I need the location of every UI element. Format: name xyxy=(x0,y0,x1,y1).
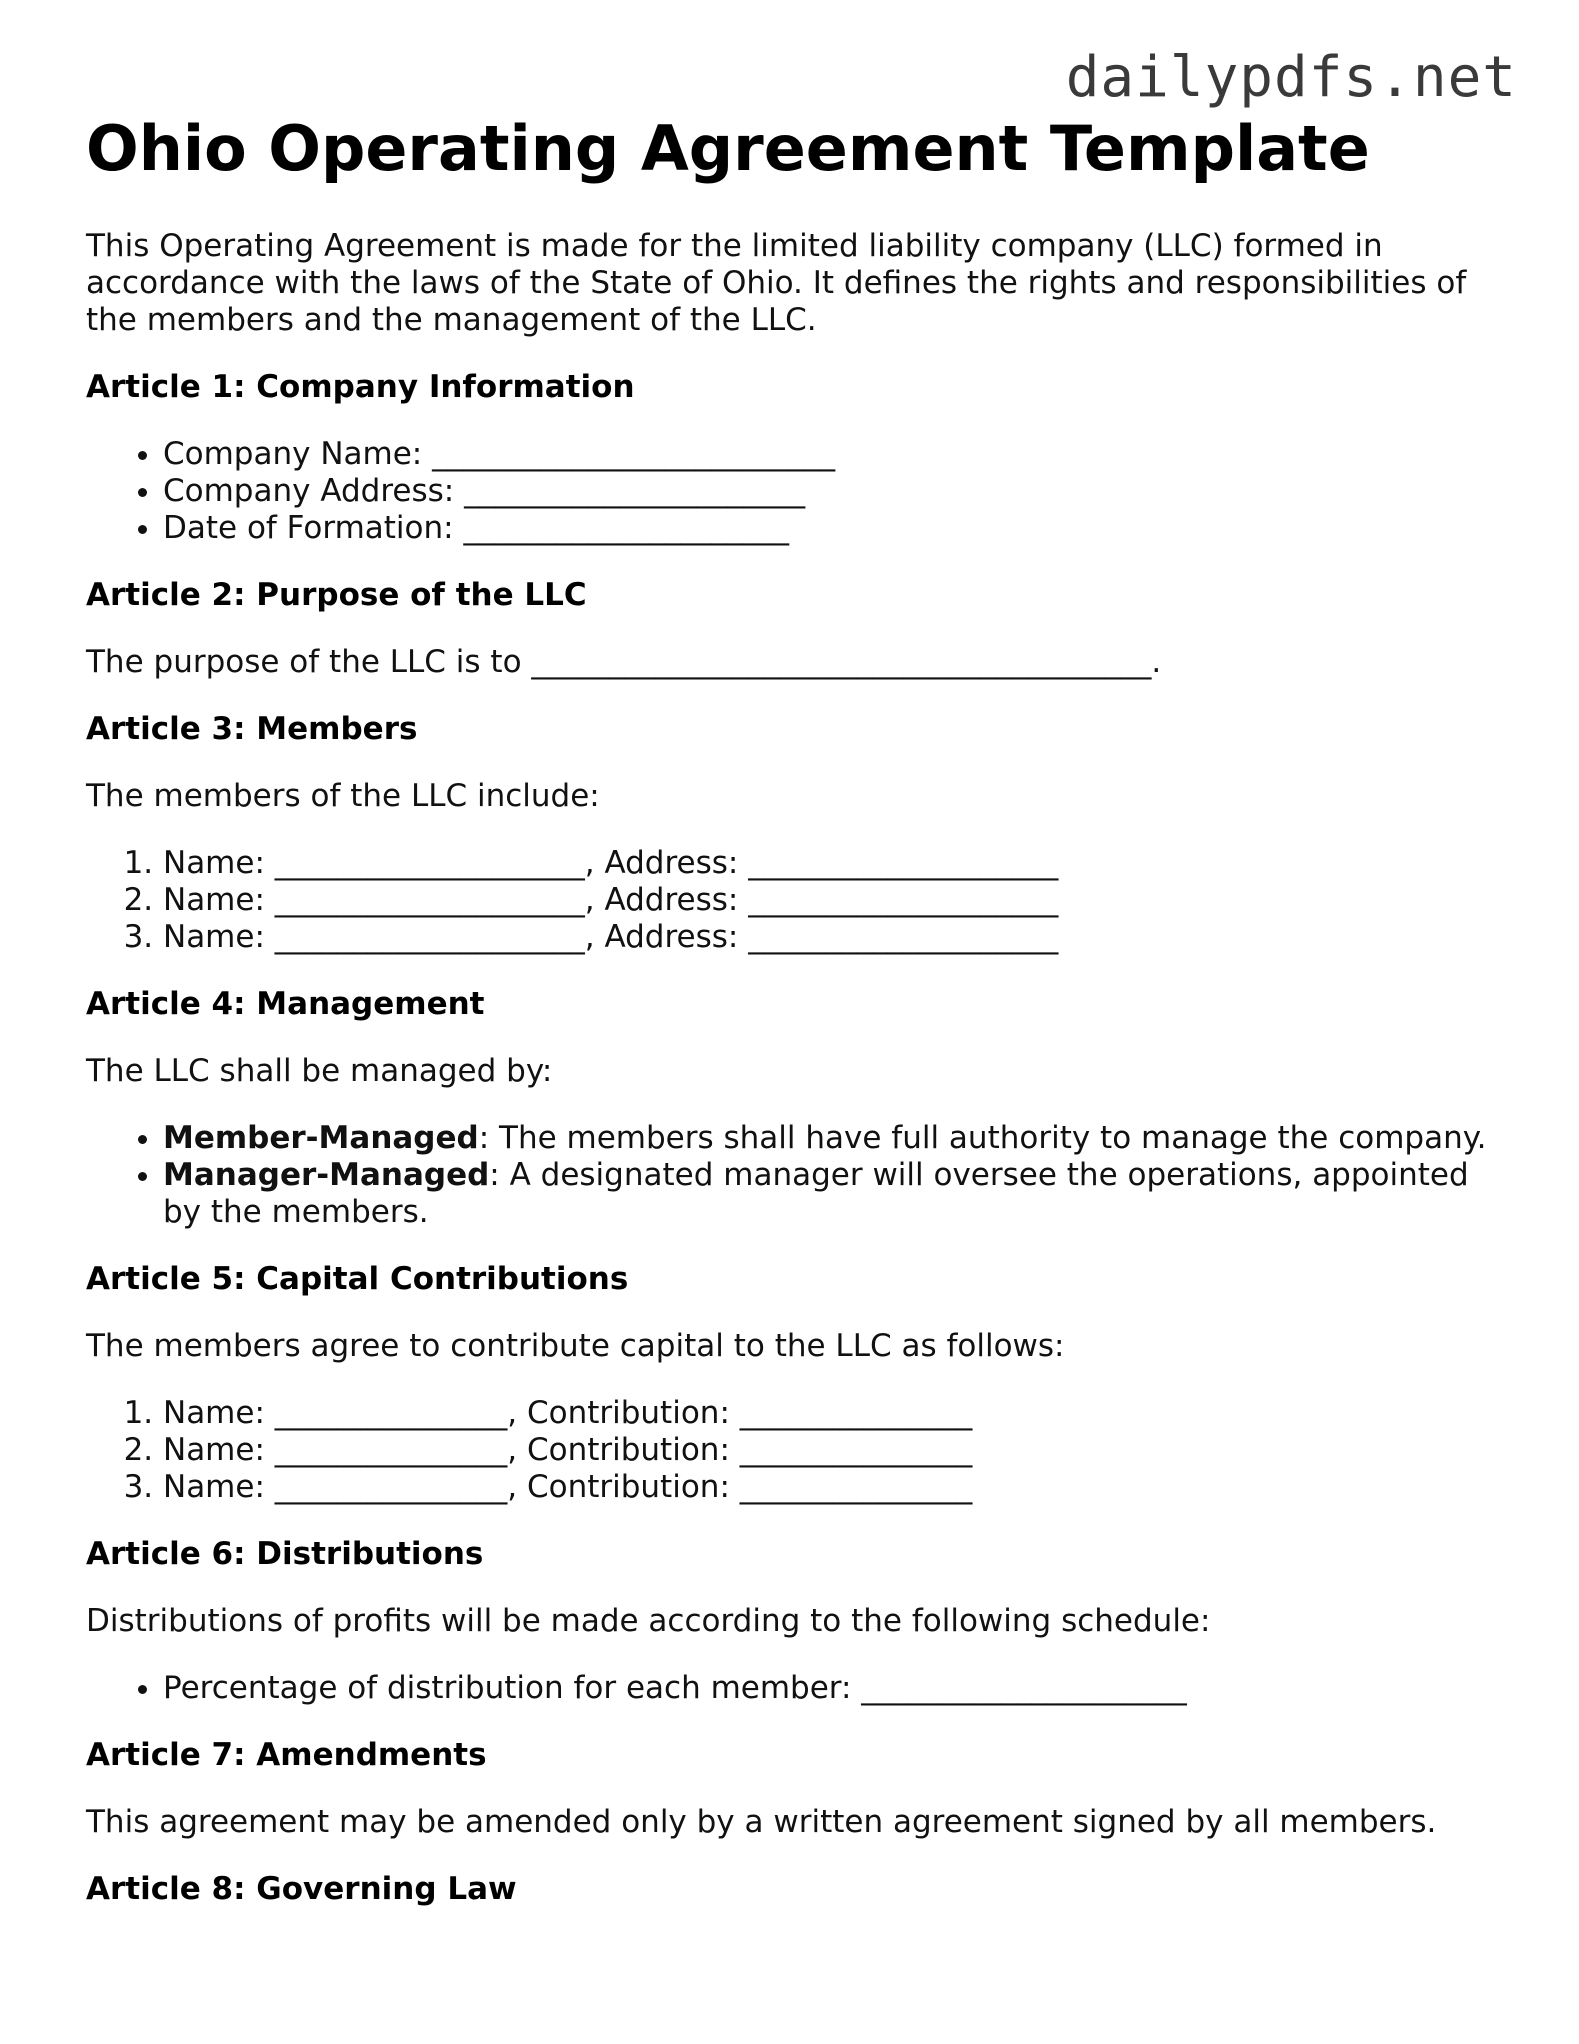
list-item: 3. Name: _______________, Contribution: _______________ xyxy=(163,1469,1506,1506)
article-5-heading: Article 5: Capital Contributions xyxy=(86,1261,629,1297)
list-item-member-managed xyxy=(163,1120,1506,1157)
intro-paragraph: This Operating Agreement is made for the limited liability company (LLC) formed in accordance with the laws of the State of Ohio. It defines the rights and responsibilities of the members and the management of the LLC. xyxy=(86,228,1467,338)
article-4-heading: Article 4: Management xyxy=(86,986,485,1022)
list-item-company-name: • Company Name: __________________________ xyxy=(163,436,1506,473)
watermark: dailypdfs.net xyxy=(1065,45,1517,110)
members-list xyxy=(86,845,1506,956)
list-item: 1. Name: _______________, Contribution: _______________ xyxy=(163,1395,1506,1432)
article-3-heading: Article 3: Members xyxy=(86,711,418,747)
management-paragraph: The LLC shall be managed by: xyxy=(86,1053,553,1089)
company-info-list xyxy=(86,436,1506,547)
list-item-company-address: • Company Address: ______________________ xyxy=(163,473,1506,510)
list-item-date-of-formation: • Date of Formation: _____________________ xyxy=(163,510,1506,547)
contributions-paragraph: The members agree to contribute capital to the LLC as follows: xyxy=(86,1328,1065,1364)
desc-manager-managed: : A designated manager will oversee the operations, appointed by the members. xyxy=(163,1157,1469,1230)
amendments-paragraph: This agreement may be amended only by a written agreement signed by all members. xyxy=(86,1804,1437,1840)
purpose-paragraph: The purpose of the LLC is to ________________________________________. xyxy=(86,644,1162,680)
article-8-heading: Article 8: Governing Law xyxy=(86,1871,517,1907)
document-body xyxy=(86,112,1506,1908)
distributions-paragraph: Distributions of profits will be made according to the following schedule: xyxy=(86,1603,1211,1639)
article-7-heading: Article 7: Amendments xyxy=(86,1737,487,1773)
management-list xyxy=(86,1120,1506,1231)
list-item: 2. Name: ____________________, Address: ____________________ xyxy=(163,882,1506,919)
contributions-list xyxy=(86,1395,1506,1506)
term-manager-managed: Manager-Managed xyxy=(163,1157,490,1193)
members-paragraph: The members of the LLC include: xyxy=(86,778,600,814)
list-item-manager-managed xyxy=(163,1157,1506,1231)
list-item: • Percentage of distribution for each member: _____________________ xyxy=(163,1670,1506,1707)
article-6-heading: Article 6: Distributions xyxy=(86,1536,484,1572)
term-member-managed: Member-Managed xyxy=(163,1120,479,1156)
distributions-list xyxy=(86,1670,1506,1707)
article-1-heading: Article 1: Company Information xyxy=(86,369,635,405)
list-item: 2. Name: _______________, Contribution: _______________ xyxy=(163,1432,1506,1469)
desc-member-managed: : The members shall have full authority to manage the company. xyxy=(478,1120,1487,1156)
article-2-heading: Article 2: Purpose of the LLC xyxy=(86,577,587,613)
document-title: Ohio Operating Agreement Template xyxy=(86,112,1370,185)
list-item: 3. Name: ____________________, Address: ____________________ xyxy=(163,919,1506,956)
list-item: 1. Name: ____________________, Address: ____________________ xyxy=(163,845,1506,882)
